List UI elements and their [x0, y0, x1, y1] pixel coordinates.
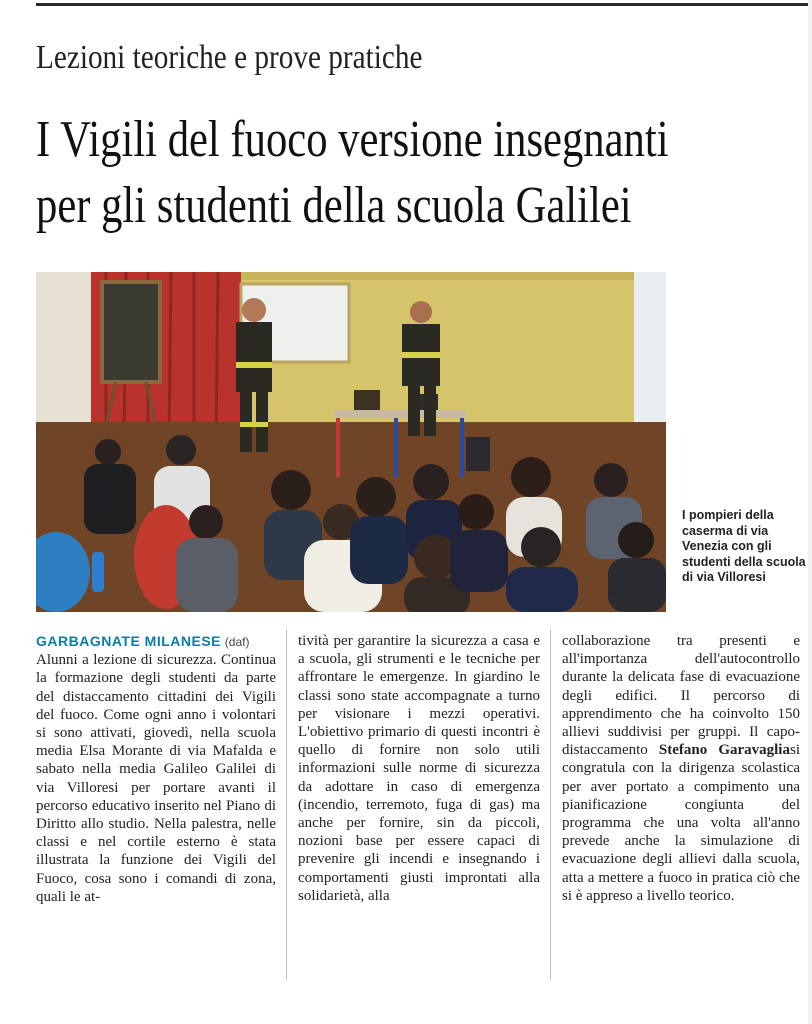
column-1-text: Alunni a lezione di sicurezza. Continua la formazione degli studenti da parte del distaccamento cittadini dei Vigili del fuoco. Come ogni anno i volontari si sono attivati, giovedì, nella scuola media Elsa Morante di via Mafalda e sabato nella media Galileo Galilei di via Villoresi per portare avanti il percorso educativo inserito nel Piano di Diritto allo studio. Nella palestra, nelle classi e nel cortile esterno è stata illustrata la funzione dei Vigili del Fuoco, cosa sono i comandi di zona, quali le at- [36, 652, 276, 905]
column-separator [286, 630, 287, 980]
article-kicker: Lezioni teoriche e prove pratiche [36, 39, 423, 76]
article-headline [36, 107, 812, 239]
column-3-text-after: si congratula con la dirigenza scolastica per aver portato a compimento una pianificazione congiunta del programma che una volta all'anno prevede anche la simulazione di evacuazione degli allievi dalla scuola, atta a mettere a fuoco in pratica ciò che si è appreso a livello teorico. [562, 742, 800, 904]
classroom-photo-illustration [36, 272, 666, 612]
photo-caption: I pompieri della caserma di via Venezia con gli studenti della scuola di via Villoresi [682, 508, 806, 584]
column-3-text-before: collaborazione tra presenti e all'importanza dell'autocontrollo durante la delicata fase di evacuazione degli edifici. Il percorso di apprendimento che ha coinvolto 150 allievi suddivisi per gruppi. Il capo-distaccamento [562, 633, 800, 759]
headline-line-2: per gli studenti della scuola Galilei [36, 177, 632, 234]
article-column-3 [562, 632, 800, 905]
article-column-1 [36, 632, 276, 906]
column-2-text: tività per garantire la sicurezza a casa e a scuola, gli strumenti e le tecniche per affrontare le emergenze. In giardino le classi sono state accompagnate a turno per visionare i mezzi operativi. L'obiettivo primario di questi incontri è quello di fornire non solo utili informazioni sulle norme di sicurezza da adottare in caso di emergenza (incendio, terremoto, fuga di gas) ma anche per fornire, sin da piccoli, nozioni base per essere capaci di prevenire gli incendi e insegnando i comportamenti giusti improntati alla solidarietà, alla [298, 633, 540, 904]
article-column-2 [298, 632, 540, 905]
dateline [36, 632, 276, 651]
dateline-byline: (daf) [224, 635, 250, 649]
column-3-person-name: Stefano Garavaglia [658, 742, 790, 759]
dateline-place: GARBAGNATE MILANESE [36, 633, 222, 649]
top-rule [36, 3, 812, 6]
column-separator [550, 630, 551, 980]
headline-line-1: I Vigili del fuoco versione insegnanti [36, 111, 669, 168]
article-photo [36, 272, 666, 612]
